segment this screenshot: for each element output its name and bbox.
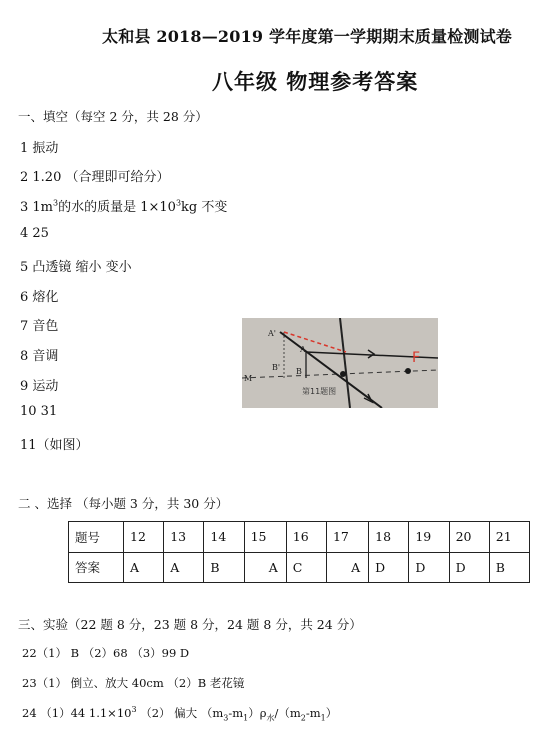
answer-line-5: 5 凸透镜 缩小 变小 bbox=[20, 260, 132, 275]
q24-sub3: 水 bbox=[266, 713, 275, 723]
q24-sub1: 3 bbox=[223, 713, 229, 723]
question-number: 14 bbox=[204, 522, 244, 553]
q24-middle: （2） 偏大 （m bbox=[136, 706, 224, 720]
label-m: M bbox=[244, 374, 253, 383]
ray-arrowhead-1 bbox=[368, 350, 374, 358]
answer-cell: A bbox=[164, 552, 204, 583]
lens-line bbox=[340, 318, 350, 408]
section2-heading: 二 、选择 （每小题 3 分，共 30 分） bbox=[18, 496, 229, 511]
table-row-numbers bbox=[69, 522, 530, 553]
row-label-answer: 答案 bbox=[69, 552, 124, 583]
answer-cell: D bbox=[409, 552, 449, 583]
section3-heading: 三、实验（22 题 8 分，23 题 8 分，24 题 8 分，共 24 分） bbox=[18, 617, 362, 632]
answer-line-10: 10 31 bbox=[20, 404, 58, 419]
answer-line-7: 7 音色 bbox=[20, 319, 59, 334]
question-number: 18 bbox=[369, 522, 409, 553]
figure-caption: 第11题图 bbox=[302, 387, 337, 396]
question-number: 13 bbox=[164, 522, 204, 553]
answer-cell: B bbox=[204, 552, 244, 583]
q24-part2: -m bbox=[228, 706, 244, 720]
question-number: 20 bbox=[449, 522, 489, 553]
question-number: 19 bbox=[409, 522, 449, 553]
question-number: 16 bbox=[286, 522, 326, 553]
question-number: 12 bbox=[124, 522, 164, 553]
answer-line-2: 2 1.20 （合理即可给分） bbox=[20, 170, 170, 185]
answer-q24 bbox=[22, 705, 337, 723]
answer-q23: 23（1） 倒立、放大 40cm （2）B 老花镜 bbox=[22, 676, 245, 690]
q24-sub4: 2 bbox=[300, 713, 306, 723]
focus-dot bbox=[405, 368, 411, 374]
answer-cell: B bbox=[489, 552, 529, 583]
lens-ray-diagram bbox=[242, 318, 438, 408]
q24-part5: -m bbox=[305, 706, 321, 720]
q24-part4: /（m bbox=[274, 706, 301, 720]
answer-3-middle: 的水的质量是 1×10 bbox=[58, 200, 176, 215]
answer-line-4: 4 25 bbox=[20, 226, 49, 241]
answer-line-6: 6 熔化 bbox=[20, 290, 59, 305]
answer-cell: D bbox=[449, 552, 489, 583]
answer-cell: A bbox=[244, 552, 286, 583]
label-a: A bbox=[300, 345, 306, 354]
question-number: 15 bbox=[244, 522, 286, 553]
question-number: 21 bbox=[489, 522, 529, 553]
answer-q22: 22（1） B （2）68 （3）99 D bbox=[22, 646, 190, 660]
answer-cell: A bbox=[326, 552, 368, 583]
answer-line-11: 11（如图） bbox=[20, 438, 89, 453]
answer-line-9: 9 运动 bbox=[20, 379, 59, 394]
question-number: 17 bbox=[326, 522, 368, 553]
answer-line-3 bbox=[20, 196, 227, 215]
answer-3-sup2: 3 bbox=[175, 198, 182, 208]
table-row-answers bbox=[69, 552, 530, 583]
q24-sub5: 1 bbox=[320, 713, 326, 723]
answer-3-sup1: 3 bbox=[53, 198, 59, 208]
optical-center-dot bbox=[340, 371, 346, 377]
answer-cell: D bbox=[369, 552, 409, 583]
q24-part3: ）ρ bbox=[248, 706, 267, 720]
q24-part6: ） bbox=[325, 706, 338, 720]
row-label-number: 题号 bbox=[69, 522, 124, 553]
label-focus-f: F bbox=[412, 350, 421, 366]
label-a-prime: A' bbox=[268, 329, 276, 338]
answer-line-8: 8 音调 bbox=[20, 349, 59, 364]
answer-line-1: 1 振动 bbox=[20, 141, 59, 156]
q24-prefix: 24 （1）44 1.1×10 bbox=[22, 706, 132, 720]
q24-sub2: 1 bbox=[243, 713, 249, 723]
label-b-prime: B' bbox=[272, 363, 281, 372]
answer-cell: C bbox=[286, 552, 326, 583]
document-subtitle: 八年级 物理参考答案 bbox=[212, 69, 419, 94]
label-b: B bbox=[296, 367, 302, 376]
answer-3-suffix: kg 不变 bbox=[181, 200, 228, 215]
answer-cell: A bbox=[124, 552, 164, 583]
answer-3-prefix: 3 1m bbox=[20, 200, 54, 215]
lens-ray-diagram-photo bbox=[242, 318, 438, 408]
q24-sup: 3 bbox=[131, 705, 137, 715]
answer-table bbox=[68, 521, 530, 583]
document-title: 太和县 2018—2019 学年度第一学期期末质量检测试卷 bbox=[102, 27, 513, 46]
section1-heading: 一、填空（每空 2 分，共 28 分） bbox=[18, 109, 208, 124]
